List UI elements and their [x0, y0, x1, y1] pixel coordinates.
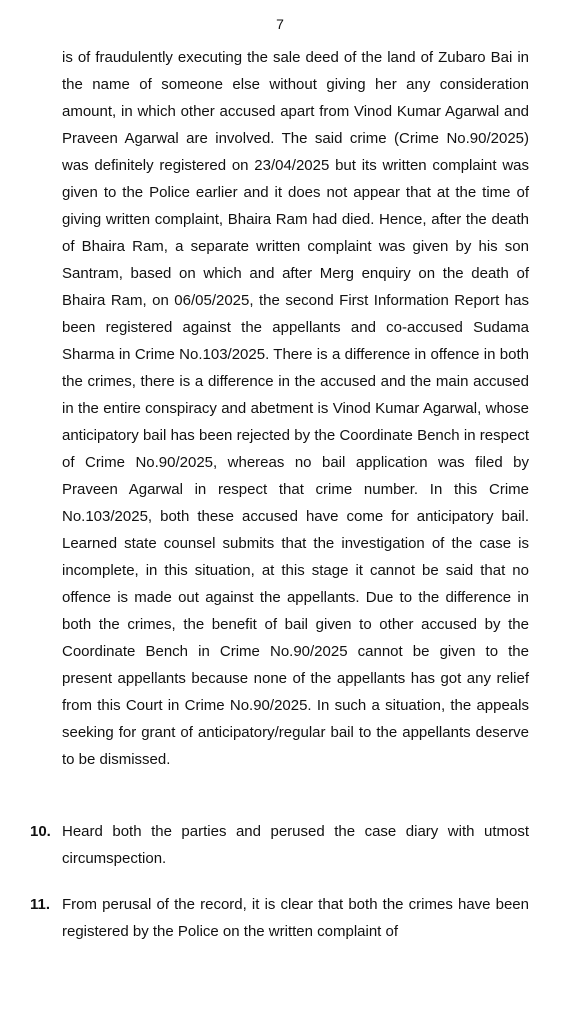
continuation-paragraph: is of fraudulently executing the sale deed of the land of Zubaro Bai in the name of someone else without giving her any consideration amount, in which other accused apart from Vinod Kumar Agarwal and Praveen Agarwal are involved. The said crime (Crime No.90/2025) was definitely registered on 23/04/2025 but its written complaint was given to the Police earlier and it does not appear that at the time of giving written complaint, Bhaira Ram had died. Hence, after the death of Bhaira Ram, a separate written complaint was given by his son Santram, based on which and after Merg enquiry on the death of Bhaira Ram, on 06/05/2025, the second First Information Report has been registered against the appellants and co-accused Sudama Sharma in Crime No.103/2025. There is a difference in offence in both the crimes, there is a difference in the accused and the main accused in the entire conspiracy and abetment is Vinod Kumar Agarwal, whose anticipatory bail has been rejected by the Coordinate Bench in respect of Crime No.90/2025, whereas no bail application was filed by Praveen Agarwal in respect that crime number. In this Crime No.103/2025, both these accused have come for anticipatory bail. Learned state counsel submits that the investigation of the case is incomplete, in this situation, at this stage it cannot be said that no offence is made out against the appellants. Due to the difference in both the crimes, the benefit of bail given to other accused by the Coordinate Bench in Crime No.90/2025 cannot be given to the present appellants because none of the appellants has got any relief from this Court in Crime No.90/2025. In such a situation, the appeals seeking for grant of anticipatory/regular bail to the appellants deserve to be dismissed.: [62, 49, 529, 768]
paragraph-number: 10.: [30, 823, 51, 840]
paragraph-11: [30, 891, 529, 945]
paragraph-text: From perusal of the record, it is clear that both the crimes have been registered by the Police on the written complaint of: [62, 896, 529, 940]
paragraph-text: Heard both the parties and perused the case diary with utmost circumspection.: [62, 823, 529, 867]
paragraph-10: [30, 818, 529, 872]
paragraph-number: 11.: [30, 896, 51, 913]
page-number: 7: [276, 16, 284, 32]
